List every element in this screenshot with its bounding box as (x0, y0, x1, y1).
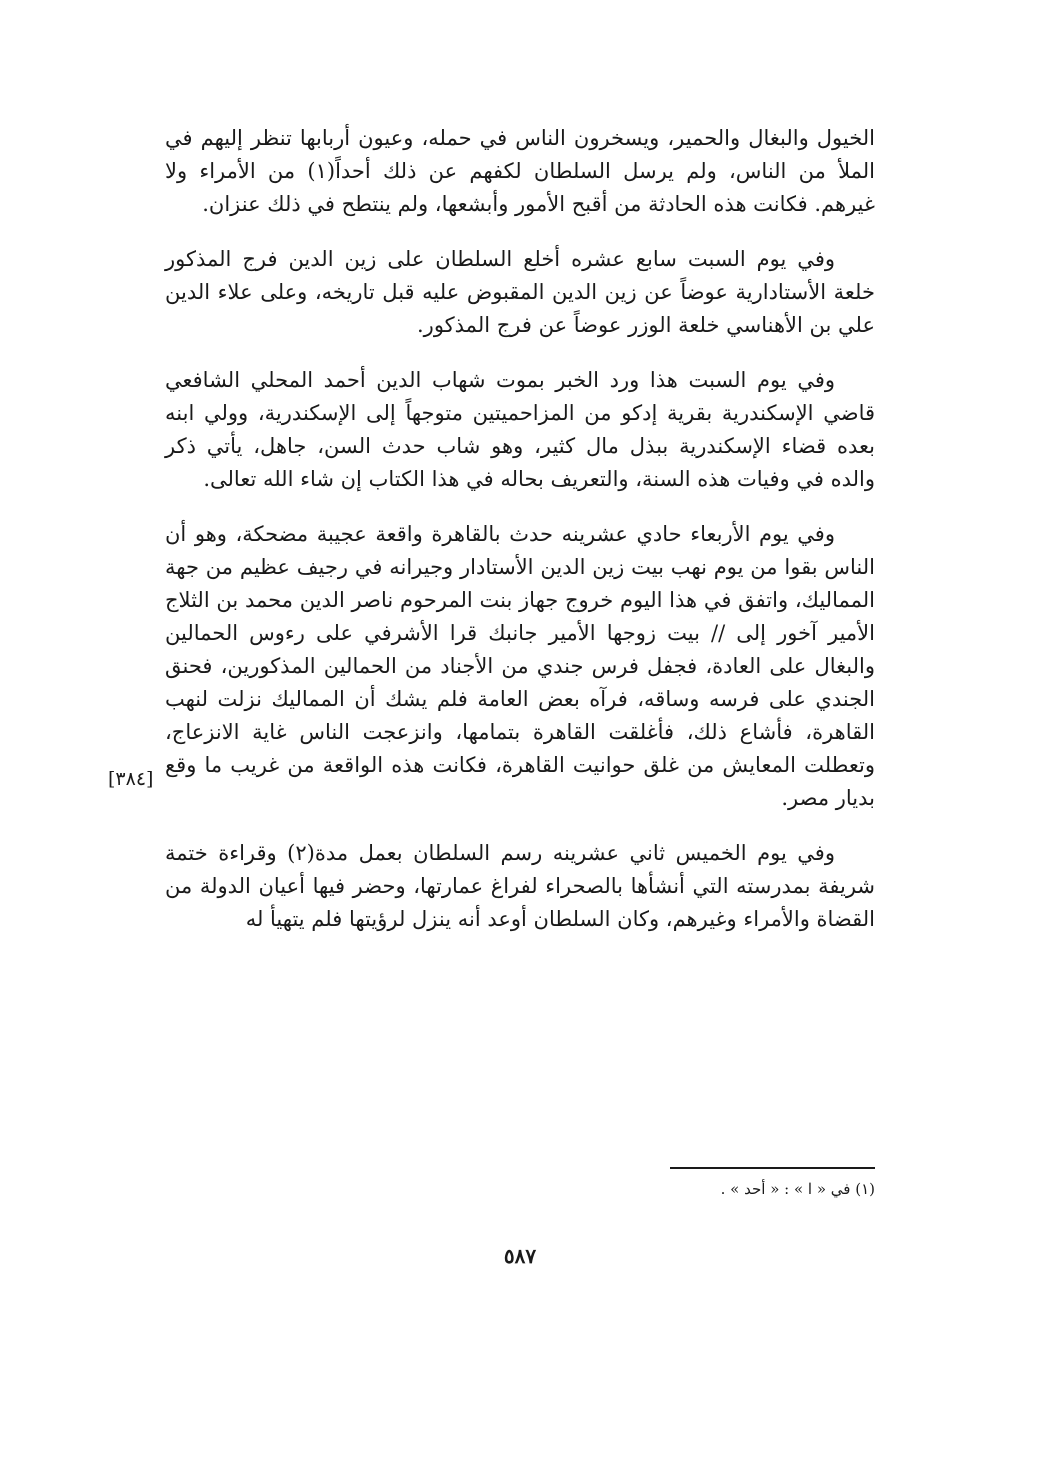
paragraph-3: وفي يوم السبت هذا ورد الخبر بموت شهاب الدين أحمد المحلي الشافعي قاضي الإسكندرية بقرية إدكو من المزاحميتين متوجهاً إلى الإسكندرية، وولي ابنه بعده قضاء الإسكندرية ببذل مال كثير، وهو شاب حدث السن، جاهل، يأتي ذكر والده في وفيات هذه السنة، والتعريف بحاله في هذا الكتاب إن شاء الله تعالى. (165, 368, 875, 491)
manuscript-folio-marker: [٣٨٤] (108, 768, 154, 790)
paragraph-4: وفي يوم الأربعاء حادي عشرينه حدث بالقاهرة واقعة عجيبة مضحكة، وهو أن الناس بقوا من يوم نهب بيت زين الدين الأستادار وجيرانه في رجيف عظيم من جهة المماليك، واتفق في هذا اليوم خروج جهاز بنت المرحوم ناصر الدين محمد بن الثلاج الأمير آخور إلى // بيت زوجها الأمير جانبك قرا الأشرفي على رءوس الحمالين والبغال على العادة، فجفل فرس جندي من الأجناد من الحمالين المذكورين، فحنق الجندي على فرسه وساقه، فرآه بعض العامة فلم يشك أن المماليك نزلت لنهب القاهرة، فأشاع ذلك، فأغلقت القاهرة بتمامها، وانزعجت الناس غاية الانزعاج، وتعطلت المعايش من غلق حوانيت القاهرة، فكانت هذه الواقعة من غريب ما وقع بديار مصر. (165, 522, 875, 810)
page-number: ٥٨٧ (503, 1244, 537, 1268)
footnote-divider (670, 1167, 875, 1169)
paragraph-5: وفي يوم الخميس ثاني عشرينه رسم السلطان بعمل مدة(٢) وقراءة ختمة شريفة بمدرسته التي أنشأها بالصحراء لفراغ عمارتها، وحضر فيها أعيان الدولة من القضاة والأمراء وغيرهم، وكان السلطان أوعد أنه ينزل لرؤيتها فلم يتهيأ له (165, 841, 875, 931)
main-text (165, 122, 875, 936)
paragraph-2: وفي يوم السبت سابع عشره أخلع السلطان على زين الدين فرج المذكور خلعة الأستادارية عوضاً عن زين الدين المقبوض عليه قبل تاريخه، وعلى علاء الدين علي بن الأهناسي خلعة الوزر عوضاً عن فرج المذكور. (165, 247, 875, 337)
paragraph-1: الخيول والبغال والحمير، ويسخرون الناس في حمله، وعيون أربابها تنظر إليهم في الملأ من الناس، ولم يرسل السلطان لكفهم عن ذلك أحداً(١) من الأمراء ولا غيرهم. فكانت هذه الحادثة من أقبح الأمور وأبشعها، ولم ينتطح في ذلك عنزان. (165, 126, 875, 216)
footnote: (١) في « ا » : « أحد » . (720, 1180, 875, 1198)
